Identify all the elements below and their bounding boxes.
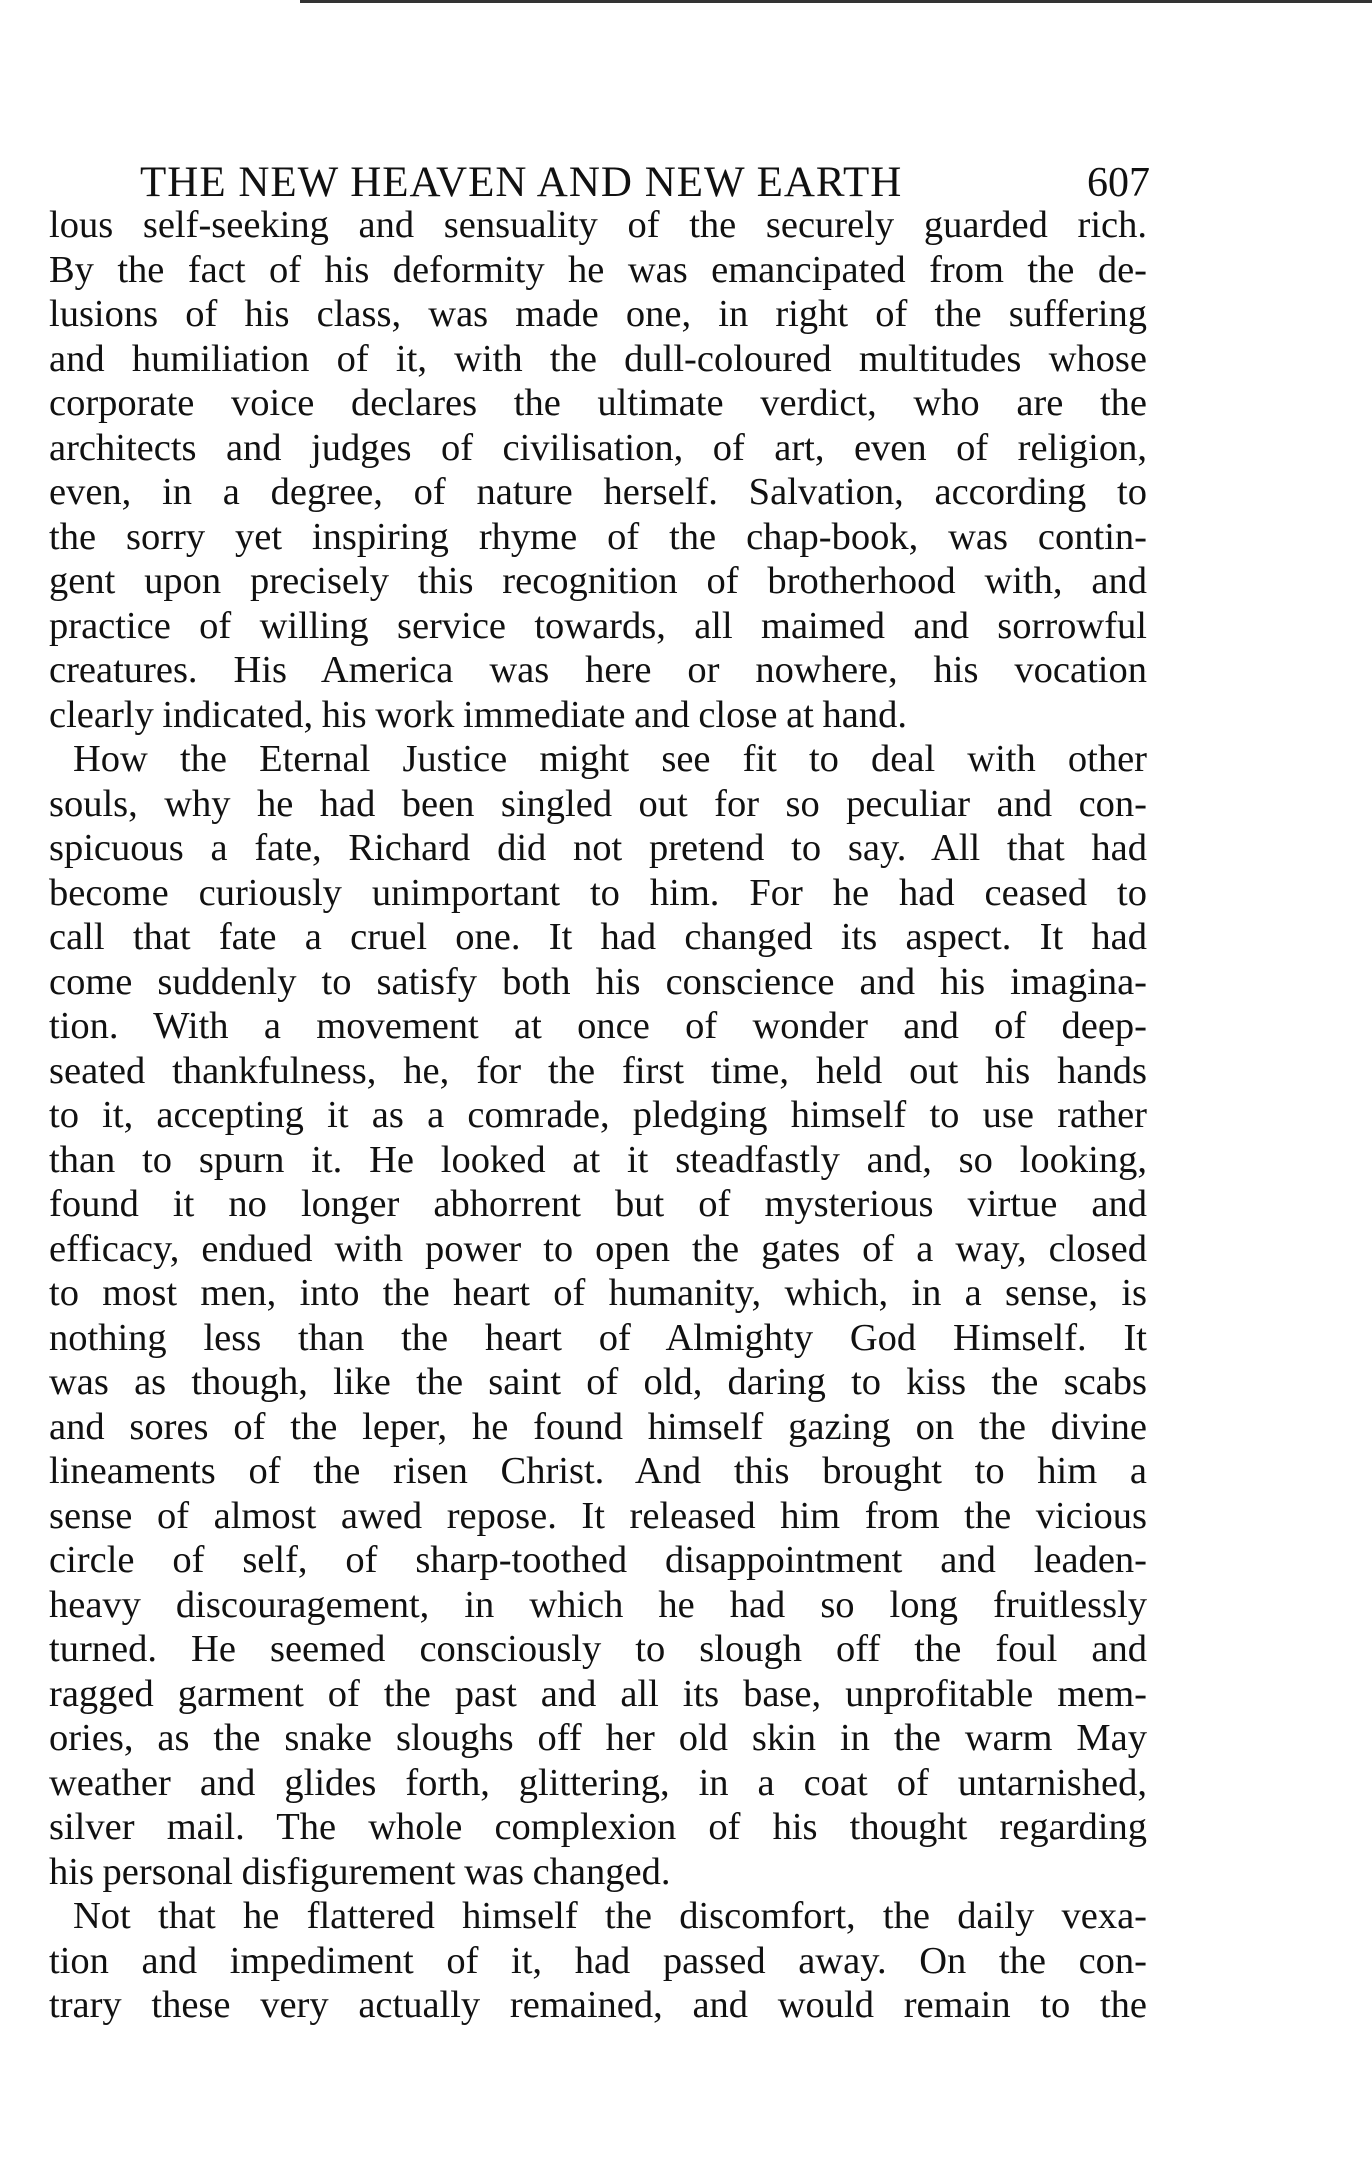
running-header — [140, 158, 1150, 207]
text-line: his personal disfigurement was changed. — [49, 1850, 671, 1893]
text-line: than to spurn it. He looked at it steadfastly and, so looking, — [49, 1138, 1147, 1181]
text-line: to it, accepting it as a comrade, pledging himself to use rather — [49, 1094, 1147, 1136]
text-line: architects and judges of civilisation, of art, even of religion, — [49, 426, 1147, 469]
text-line: and humiliation of it, with the dull-coloured multitudes whose — [49, 337, 1147, 380]
text-line: tion. With a movement at once of wonder and of deep- — [49, 1005, 1147, 1047]
text-line: lineaments of the risen Christ. And this brought to him a — [49, 1450, 1147, 1492]
text-line: lusions of his class, was made one, in right of the suffering — [49, 293, 1147, 335]
text-line: heavy discouragement, in which he had so long fruitlessly — [49, 1583, 1147, 1626]
text-line: to most men, into the heart of humanity, which, in a sense, is — [49, 1272, 1147, 1314]
text-line: How the Eternal Justice might see fit to deal with other — [73, 738, 1147, 780]
text-line: circle of self, of sharp-toothed disappointment and leaden- — [49, 1539, 1147, 1581]
text-line: By the fact of his deformity he was emancipated from the de- — [49, 248, 1147, 291]
text-line: come suddenly to satisfy both his conscience and his imagina- — [49, 960, 1147, 1003]
text-line: corporate voice declares the ultimate verdict, who are the — [49, 382, 1147, 424]
text-line: weather and glides forth, glittering, in a coat of untarnished, — [49, 1761, 1147, 1804]
scan-edge-line — [300, 0, 1372, 3]
page-number: 607 — [1087, 160, 1150, 206]
text-line: the sorry yet inspiring rhyme of the chap-book, was contin- — [49, 515, 1147, 558]
text-line: and sores of the leper, he found himself gazing on the divine — [49, 1405, 1147, 1448]
text-line: turned. He seemed consciously to slough off the foul and — [49, 1628, 1147, 1670]
text-line: nothing less than the heart of Almighty God Himself. It — [49, 1316, 1147, 1359]
text-line: practice of willing service towards, all maimed and sorrowful — [49, 604, 1147, 647]
text-line: tion and impediment of it, had passed away. On the con- — [49, 1939, 1147, 1982]
text-line: creatures. His America was here or nowhere, his vocation — [49, 649, 1147, 691]
text-line: silver mail. The whole complexion of his thought regarding — [49, 1806, 1147, 1848]
running-title: THE NEW HEAVEN AND NEW EARTH — [140, 159, 903, 206]
text-line: call that fate a cruel one. It had changed its aspect. It had — [49, 916, 1147, 958]
text-line: gent upon precisely this recognition of brotherhood with, and — [49, 560, 1147, 602]
text-line: sense of almost awed repose. It released him from the vicious — [49, 1494, 1147, 1537]
text-line: clearly indicated, his work immediate and close at hand. — [49, 693, 907, 736]
text-line: found it no longer abhorrent but of mysterious virtue and — [49, 1183, 1147, 1225]
text-line: was as though, like the saint of old, daring to kiss the scabs — [49, 1361, 1147, 1403]
text-line: spicuous a fate, Richard did not pretend to say. All that had — [49, 827, 1147, 869]
text-line: souls, why he had been singled out for so peculiar and con- — [49, 782, 1147, 825]
text-line: ories, as the snake sloughs off her old skin in the warm May — [49, 1717, 1147, 1759]
text-line: become curiously unimportant to him. For he had ceased to — [49, 871, 1147, 914]
text-line: lous self-seeking and sensuality of the securely guarded rich. — [49, 204, 1147, 246]
text-line: ragged garment of the past and all its base, unprofitable mem- — [49, 1672, 1147, 1715]
text-line: Not that he flattered himself the discomfort, the daily vexa- — [73, 1895, 1147, 1937]
text-line: trary these very actually remained, and would remain to the — [49, 1984, 1147, 2026]
text-line: even, in a degree, of nature herself. Salvation, according to — [49, 471, 1147, 513]
page-body-text — [49, 203, 1147, 2028]
text-line: efficacy, endued with power to open the gates of a way, closed — [49, 1227, 1147, 1270]
text-line: seated thankfulness, he, for the first time, held out his hands — [49, 1049, 1147, 1092]
